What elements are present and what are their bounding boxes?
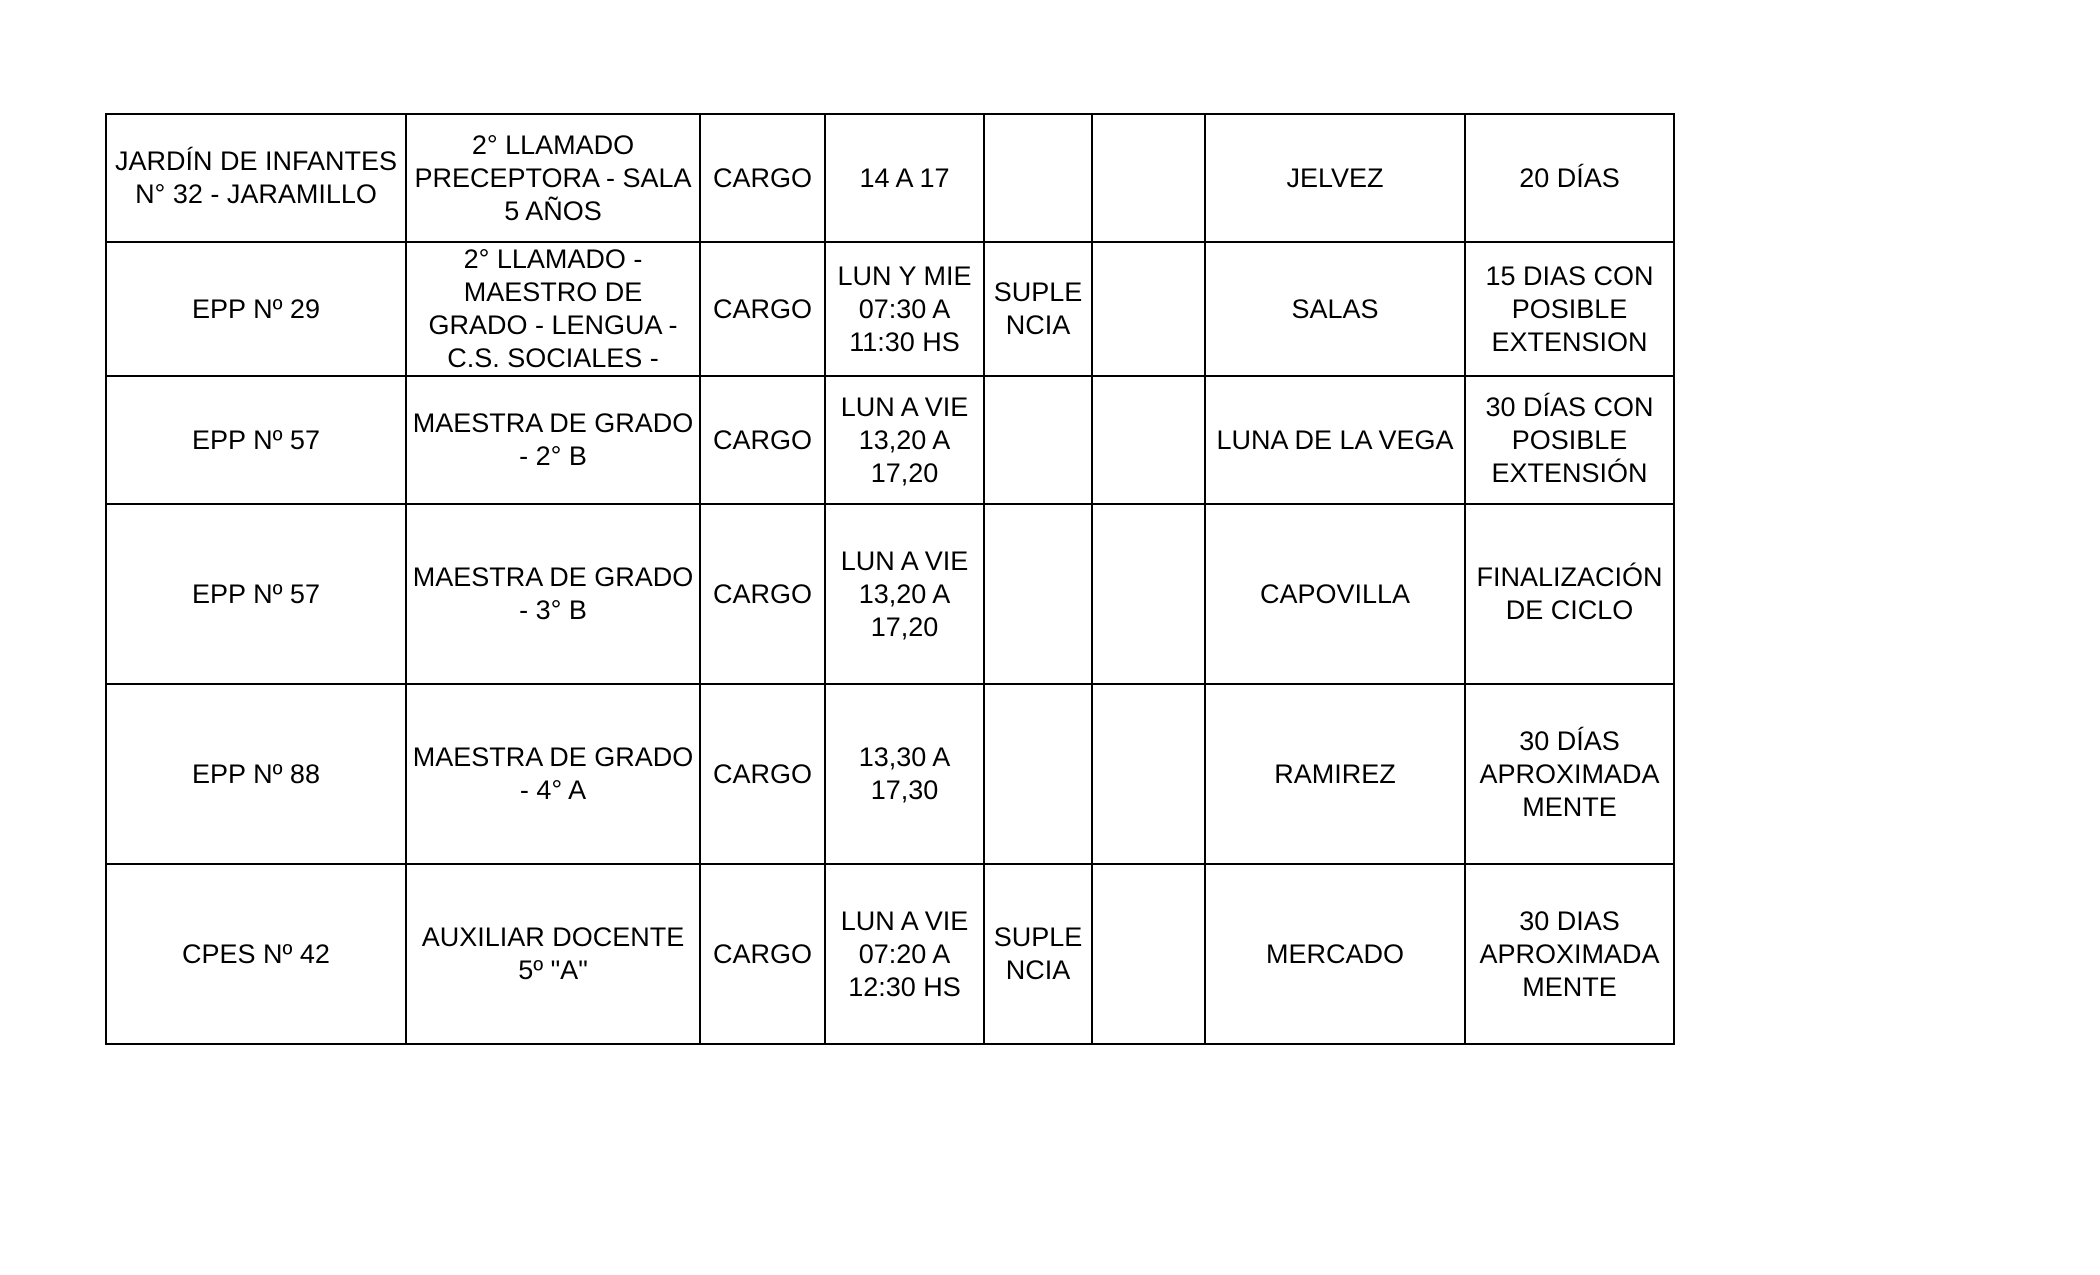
type-cell: CARGO bbox=[700, 684, 825, 864]
schedule-cell: 14 A 17 bbox=[825, 114, 984, 242]
school-cell: EPP Nº 57 bbox=[106, 504, 406, 684]
position-cell: 2° LLAMADO PRECEPTORA - SALA 5 AÑOS bbox=[406, 114, 700, 242]
school-cell: EPP Nº 88 bbox=[106, 684, 406, 864]
type-cell: CARGO bbox=[700, 504, 825, 684]
position-cell: AUXILIAR DOCENTE 5º "A" bbox=[406, 864, 700, 1044]
table-row bbox=[106, 376, 1674, 504]
surname-cell: SALAS bbox=[1205, 242, 1465, 376]
type-cell: CARGO bbox=[700, 376, 825, 504]
schedule-cell: LUN A VIE 13,20 A 17,20 bbox=[825, 376, 984, 504]
school-cell: JARDÍN DE INFANTES N° 32 - JARAMILLO bbox=[106, 114, 406, 242]
empty-cell bbox=[1092, 504, 1205, 684]
situation-cell bbox=[984, 376, 1092, 504]
position-cell: MAESTRA DE GRADO - 3° B bbox=[406, 504, 700, 684]
table-row bbox=[106, 242, 1674, 376]
duration-cell: 30 DÍAS APROXIMADA MENTE bbox=[1465, 684, 1674, 864]
empty-cell bbox=[1092, 114, 1205, 242]
duration-cell: 30 DIAS APROXIMADA MENTE bbox=[1465, 864, 1674, 1044]
schedule-cell: LUN A VIE 13,20 A 17,20 bbox=[825, 504, 984, 684]
empty-cell bbox=[1092, 242, 1205, 376]
situation-cell: SUPLE NCIA bbox=[984, 242, 1092, 376]
schedule-cell: LUN Y MIE 07:30 A 11:30 HS bbox=[825, 242, 984, 376]
situation-cell bbox=[984, 114, 1092, 242]
type-cell: CARGO bbox=[700, 242, 825, 376]
schedule-cell: LUN A VIE 07:20 A 12:30 HS bbox=[825, 864, 984, 1044]
duration-cell: 15 DIAS CON POSIBLE EXTENSION bbox=[1465, 242, 1674, 376]
school-cell: EPP Nº 57 bbox=[106, 376, 406, 504]
position-cell: MAESTRA DE GRADO - 2° B bbox=[406, 376, 700, 504]
table-row bbox=[106, 684, 1674, 864]
empty-cell bbox=[1092, 684, 1205, 864]
school-cell: CPES Nº 42 bbox=[106, 864, 406, 1044]
table-row bbox=[106, 504, 1674, 684]
surname-cell: CAPOVILLA bbox=[1205, 504, 1465, 684]
surname-cell: LUNA DE LA VEGA bbox=[1205, 376, 1465, 504]
situation-cell bbox=[984, 504, 1092, 684]
duration-cell: 30 DÍAS CON POSIBLE EXTENSIÓN bbox=[1465, 376, 1674, 504]
type-cell: CARGO bbox=[700, 114, 825, 242]
duration-cell: 20 DÍAS bbox=[1465, 114, 1674, 242]
table-row bbox=[106, 864, 1674, 1044]
position-cell: MAESTRA DE GRADO - 4° A bbox=[406, 684, 700, 864]
duration-cell: FINALIZACIÓN DE CICLO bbox=[1465, 504, 1674, 684]
situation-cell bbox=[984, 684, 1092, 864]
vacancy-table bbox=[105, 113, 1675, 1045]
school-cell: EPP Nº 29 bbox=[106, 242, 406, 376]
position-cell: 2° LLAMADO - MAESTRO DE GRADO - LENGUA - C.S. SOCIALES - bbox=[406, 242, 700, 376]
empty-cell bbox=[1092, 376, 1205, 504]
schedule-cell: 13,30 A 17,30 bbox=[825, 684, 984, 864]
table-row bbox=[106, 114, 1674, 242]
type-cell: CARGO bbox=[700, 864, 825, 1044]
situation-cell: SUPLE NCIA bbox=[984, 864, 1092, 1044]
empty-cell bbox=[1092, 864, 1205, 1044]
surname-cell: RAMIREZ bbox=[1205, 684, 1465, 864]
surname-cell: JELVEZ bbox=[1205, 114, 1465, 242]
surname-cell: MERCADO bbox=[1205, 864, 1465, 1044]
